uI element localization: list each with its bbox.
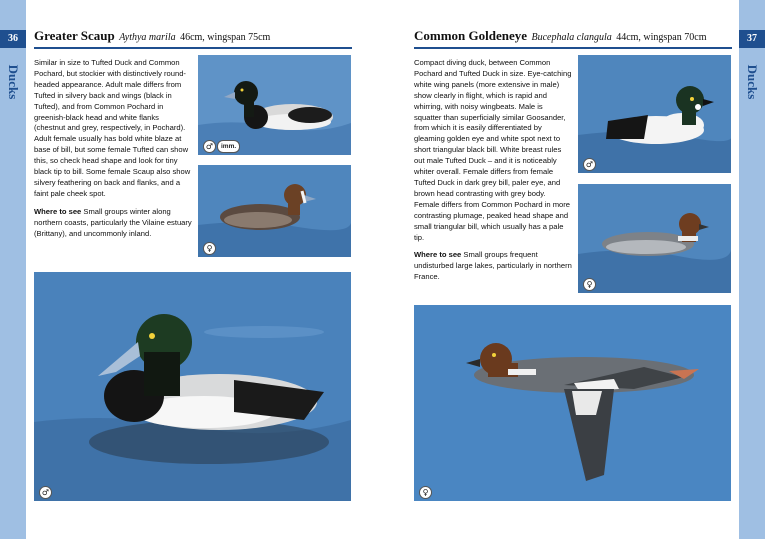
photo-scaup-male-small (198, 55, 351, 155)
photo-goldeneye-flight (414, 305, 731, 501)
size-info-left: 46cm, wingspan 75cm (180, 32, 271, 43)
section-label-left (0, 52, 26, 112)
right-sidebar (739, 0, 765, 539)
latin-name-right: Bucephala clangula (531, 32, 612, 43)
male-symbol-right: ♂ (583, 158, 596, 171)
goldeneye-male-image (578, 55, 731, 173)
section-label-right (739, 52, 765, 112)
page-number-right: 37 (739, 30, 765, 48)
species-name-right: Common Goldeneye (414, 28, 528, 43)
scaup-female-image (198, 165, 351, 257)
species-header-right (414, 27, 732, 49)
where-label-left: Where to see (34, 206, 82, 216)
where-text-right: Small groups frequent undisturbed large lakes, particularly in northern France. (414, 250, 572, 282)
page-number-left: 36 (0, 30, 26, 48)
male-symbol: ♂ (203, 140, 216, 153)
male-symbol-large: ♂ (39, 486, 52, 499)
description-right-text: Compact diving duck, between Common Pochard and Tufted Duck in size. Eye-catching white wing panels (more extensive in male) show clearly in flight, which is rapid and whirring, with noisy wingbeats. Male is squatter than superficially similar Goosander, from which it is easily differentiated by gleaming golden eye and white spot next to short triangular black bill. White breast rules out male Tufted Duck – and it is noticeably whiter overall. Female differs from female Tufted Duck in dark grey bill, paler eye, and brown head contrasting with grey body. Female differs from Common Pochard in more contrasting plumage, peaked head shape and small triangular bill, which usually has a pale tip. (414, 58, 572, 242)
species-name-left: Greater Scaup (34, 28, 115, 43)
goldeneye-female-image (578, 184, 731, 293)
where-label-right: Where to see (414, 250, 462, 260)
latin-name-left: Aythya marila (119, 32, 176, 43)
description-left (34, 58, 192, 247)
female-symbol-right: ♀ (583, 278, 596, 291)
description-right (414, 58, 572, 290)
where-to-see-left (34, 207, 192, 240)
species-header-left (34, 27, 352, 49)
size-info-right: 44cm, wingspan 70cm (616, 32, 707, 43)
immature-tag: imm. (217, 140, 240, 153)
section-label-right-text: Ducks (745, 64, 760, 100)
scaup-large-image (34, 272, 351, 501)
left-sidebar (0, 0, 26, 539)
section-label-left-text: Ducks (6, 64, 21, 100)
photo-scaup-male-large (34, 272, 351, 501)
photo-goldeneye-male-small (578, 55, 731, 173)
where-text-left: Small groups winter along northern coasts, particularly the Vilaine estuary (Brittany), and uncommonly inland. (34, 206, 192, 238)
photo-scaup-female (198, 165, 351, 257)
where-to-see-right (414, 250, 572, 283)
female-symbol-flight: ♀ (419, 486, 432, 499)
female-symbol: ♀ (203, 242, 216, 255)
photo-goldeneye-female (578, 184, 731, 293)
goldeneye-flight-image (414, 305, 731, 501)
description-left-text: Similar in size to Tufted Duck and Common Pochard, but stockier with distinctively round-headed appearance. Adult male differs from Tufted in silvery back and wings (black in Tufted), and from Common Pochard in greenish-black head and white flanks (chestnut and grey, respectively, in Pochard). Adult female usually has bold white blaze at base of bill, but some female Tufted can show this, so check head shape and look for tiny black tip to bill. Some female Scaup also show silvery feathering on back and flanks, and a faint pale cheek spot. (34, 58, 191, 198)
